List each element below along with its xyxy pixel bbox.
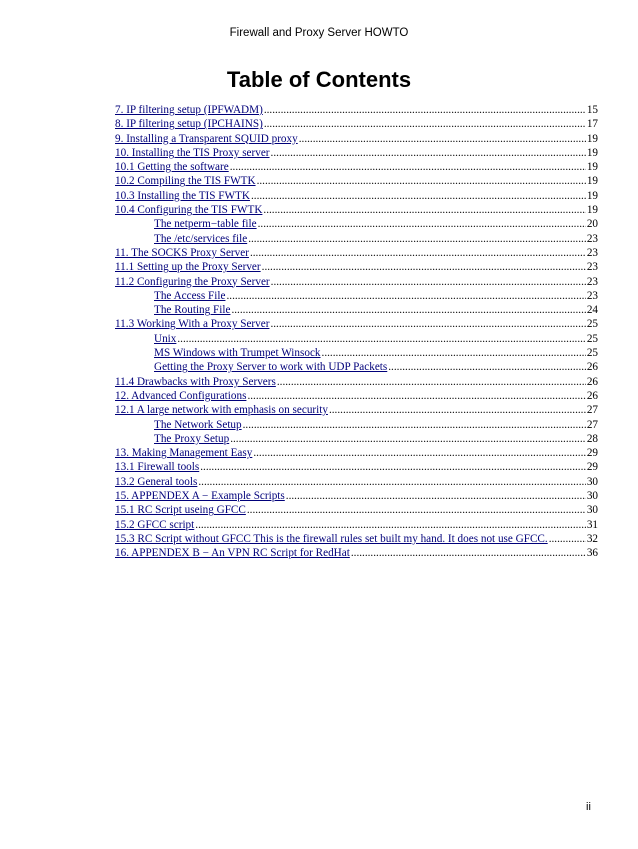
toc-entry-link[interactable]: 15.2 GFCC script bbox=[115, 518, 195, 531]
toc-entry bbox=[115, 432, 598, 446]
toc-entry-link[interactable]: The Access File bbox=[154, 289, 226, 302]
toc-entry-link[interactable]: 9. Installing a Transparent SQUID proxy bbox=[115, 132, 298, 145]
toc-dot-leader bbox=[195, 518, 586, 532]
toc-dot-leader bbox=[230, 160, 586, 174]
toc-entry bbox=[115, 174, 598, 188]
toc-dot-leader bbox=[250, 246, 586, 260]
toc-entry-link[interactable]: 13. Making Management Easy bbox=[115, 447, 253, 460]
toc-entry bbox=[115, 303, 598, 317]
toc-entry bbox=[115, 518, 598, 532]
toc-entry-page: 23 bbox=[586, 261, 598, 274]
toc-entry-page: 19 bbox=[586, 146, 598, 159]
toc-entry bbox=[115, 160, 598, 174]
toc-dot-leader bbox=[351, 546, 586, 560]
toc-entry bbox=[115, 360, 598, 374]
toc-entry-link[interactable]: 11.2 Configuring the Proxy Server bbox=[115, 275, 270, 288]
toc-entry-page: 30 bbox=[586, 504, 598, 517]
toc-list bbox=[115, 103, 598, 561]
toc-dot-leader bbox=[230, 432, 586, 446]
toc-entry bbox=[115, 132, 598, 146]
toc-entry-page: 19 bbox=[586, 132, 598, 145]
toc-dot-leader bbox=[251, 189, 586, 203]
toc-entry-page: 29 bbox=[586, 447, 598, 460]
toc-entry bbox=[115, 260, 598, 274]
toc-entry-page: 19 bbox=[586, 204, 598, 217]
toc-entry bbox=[115, 246, 598, 260]
toc-dot-leader bbox=[200, 460, 586, 474]
toc-entry-page: 29 bbox=[586, 461, 598, 474]
toc-entry bbox=[115, 103, 598, 117]
toc-dot-leader bbox=[322, 346, 586, 360]
toc-dot-leader bbox=[247, 503, 586, 517]
toc-entry-page: 26 bbox=[586, 389, 598, 402]
toc-entry-page: 23 bbox=[586, 275, 598, 288]
toc-entry-link[interactable]: 11.3 Working With a Proxy Server bbox=[115, 318, 270, 331]
toc-entry-link[interactable]: Unix bbox=[154, 332, 177, 345]
toc-entry bbox=[115, 203, 598, 217]
toc-entry-page: 15 bbox=[586, 104, 598, 116]
toc-entry-page: 23 bbox=[586, 246, 598, 259]
toc-entry-link[interactable]: The /etc/services file bbox=[154, 232, 248, 245]
toc-title: Table of Contents bbox=[226, 67, 412, 92]
toc-dot-leader bbox=[549, 532, 586, 546]
toc-dot-leader bbox=[388, 360, 586, 374]
toc-dot-leader bbox=[271, 275, 586, 289]
toc-entry bbox=[115, 217, 598, 231]
toc-entry-page: 24 bbox=[586, 304, 598, 317]
toc-entry-page: 23 bbox=[586, 232, 598, 245]
toc-entry bbox=[115, 232, 598, 246]
toc-dot-leader bbox=[264, 117, 586, 131]
toc-entry bbox=[115, 446, 598, 460]
toc-entry-page: 19 bbox=[586, 175, 598, 188]
toc-entry-link[interactable]: 10.4 Configuring the TIS FWTK bbox=[115, 204, 263, 217]
toc-dot-leader bbox=[299, 132, 586, 146]
toc-entry-link[interactable]: MS Windows with Trumpet Winsock bbox=[154, 347, 321, 360]
toc-entry bbox=[115, 403, 598, 417]
toc-entry bbox=[115, 503, 598, 517]
toc-entry-page: 32 bbox=[586, 532, 598, 545]
toc-entry-link[interactable]: The Proxy Setup bbox=[154, 432, 230, 445]
toc-entry-page: 25 bbox=[586, 332, 598, 345]
toc-entry bbox=[115, 532, 598, 546]
toc-dot-leader bbox=[248, 232, 586, 246]
toc-entry bbox=[115, 189, 598, 203]
page-number: ii bbox=[586, 801, 591, 813]
toc-dot-leader bbox=[198, 475, 585, 489]
toc-entry-link[interactable]: 10.2 Compiling the TIS FWTK bbox=[115, 175, 256, 188]
toc-entry-link[interactable]: 15. APPENDEX A − Example Scripts bbox=[115, 490, 285, 503]
toc-entry bbox=[115, 375, 598, 389]
toc-dot-leader bbox=[177, 332, 585, 346]
toc-entry-link[interactable]: Getting the Proxy Server to work with UDP Packets bbox=[154, 361, 388, 374]
toc-entry-page: 36 bbox=[586, 547, 598, 560]
toc-entry-link[interactable]: 10.3 Installing the TIS FWTK bbox=[115, 189, 250, 202]
toc-dot-leader bbox=[262, 260, 586, 274]
toc-entry bbox=[115, 117, 598, 131]
toc-dot-leader bbox=[277, 375, 586, 389]
toc-entry-page: 27 bbox=[586, 418, 598, 431]
toc-dot-leader bbox=[253, 446, 585, 460]
toc-entry-page: 19 bbox=[586, 161, 598, 174]
toc-dot-leader bbox=[263, 203, 585, 217]
toc-dot-leader bbox=[270, 317, 585, 331]
toc-entry bbox=[115, 389, 598, 403]
toc-dot-leader bbox=[286, 489, 586, 503]
toc-entry-link[interactable]: 11. The SOCKS Proxy Server bbox=[115, 246, 249, 259]
toc-entry bbox=[115, 475, 598, 489]
toc-entry-link[interactable]: 11.4 Drawbacks with Proxy Servers bbox=[115, 375, 276, 388]
toc-entry-page: 19 bbox=[586, 189, 598, 202]
toc-entry-link[interactable]: 16. APPENDEX B − An VPN RC Script for RedHat bbox=[115, 547, 350, 560]
toc-entry-page: 28 bbox=[586, 432, 598, 445]
toc-dot-leader bbox=[226, 289, 585, 303]
toc-entry-page: 27 bbox=[586, 404, 598, 417]
toc-entry-link[interactable]: 12.1 A large network with emphasis on security bbox=[115, 404, 328, 417]
toc-entry bbox=[115, 346, 598, 360]
toc-entry-page: 26 bbox=[586, 361, 598, 374]
toc-entry-link[interactable]: 11.1 Setting up the Proxy Server bbox=[115, 261, 261, 274]
toc-entry bbox=[115, 418, 598, 432]
toc-dot-leader bbox=[258, 217, 586, 231]
toc-entry-link[interactable]: The Routing File bbox=[154, 304, 231, 317]
toc-entry-link[interactable]: 13.2 General tools bbox=[115, 475, 198, 488]
toc-dot-leader bbox=[243, 418, 586, 432]
toc-entry-link[interactable]: 10.1 Getting the software bbox=[115, 161, 229, 174]
toc-entry bbox=[115, 146, 598, 160]
toc-entry-page: 25 bbox=[586, 347, 598, 360]
toc-entry bbox=[115, 460, 598, 474]
toc-dot-leader bbox=[257, 174, 586, 188]
toc-entry-link[interactable]: 13.1 Firewall tools bbox=[115, 461, 200, 474]
toc-entry-page: 17 bbox=[586, 118, 598, 131]
toc-entry-link[interactable]: 12. Advanced Configurations bbox=[115, 389, 247, 402]
toc-entry-page: 23 bbox=[586, 289, 598, 302]
toc-entry-link[interactable]: 10. Installing the TIS Proxy server bbox=[115, 146, 270, 159]
toc-entry-link[interactable]: 8. IP filtering setup (IPCHAINS) bbox=[115, 118, 263, 131]
toc-entry-link[interactable]: 15.1 RC Script useing GFCC bbox=[115, 504, 246, 517]
toc-entry bbox=[115, 317, 598, 331]
toc-dot-leader bbox=[231, 303, 585, 317]
toc-entry-link[interactable]: The netperm−table file bbox=[154, 218, 257, 231]
toc-entry-page: 30 bbox=[586, 475, 598, 488]
toc-entry-page: 25 bbox=[586, 318, 598, 331]
toc-entry-link[interactable]: The Network Setup bbox=[154, 418, 242, 431]
toc-entry-link[interactable]: 7. IP filtering setup (IPFWADM) bbox=[115, 104, 263, 116]
toc-dot-leader bbox=[264, 103, 586, 117]
toc-entry bbox=[115, 489, 598, 503]
toc-entry bbox=[115, 289, 598, 303]
toc-entry-page: 30 bbox=[586, 490, 598, 503]
toc-entry bbox=[115, 275, 598, 289]
toc-entry bbox=[115, 546, 598, 560]
toc-dot-leader bbox=[329, 403, 586, 417]
toc-entry bbox=[115, 332, 598, 346]
toc-entry-page: 31 bbox=[586, 518, 598, 531]
toc-entry-link[interactable]: 15.3 RC Script without GFCC This is the firewall rules set built my hand. It does not use GFCC. bbox=[115, 532, 548, 545]
toc-dot-leader bbox=[247, 389, 585, 403]
toc-entry-page: 20 bbox=[586, 218, 598, 231]
running-header: Firewall and Proxy Server HOWTO bbox=[229, 27, 409, 39]
toc-entry-page: 26 bbox=[586, 375, 598, 388]
toc-dot-leader bbox=[271, 146, 586, 160]
